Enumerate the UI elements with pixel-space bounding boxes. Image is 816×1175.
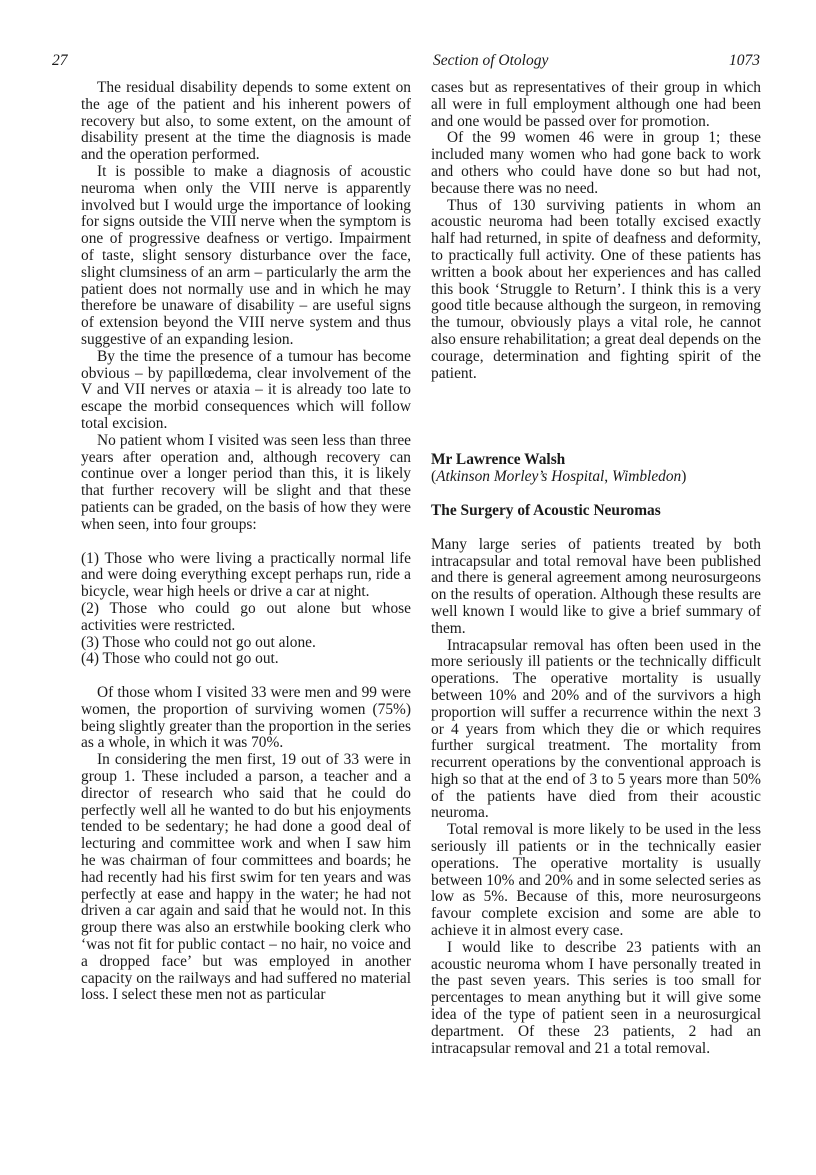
group-item-4: (4) Those who could not go out. — [81, 650, 279, 668]
paragraph: Intracapsular removal has often been used in the more seriously ill patients or the technically difficult operations. The operative mortality is usually between 10% and 20% and of the survivors a high proportion will suffer a recurrence within the next 3 or 4 years from which they die or which requires further surgical treatment. The mortality from recurrent operations by the conventional approach is high so that at the end of 3 to 5 years more than 50% of the patients have died from their acoustic neuroma. — [431, 636, 761, 822]
group-item-1: (1) Those who were living a practically normal life and were doing everything except perhaps run, ride a bicycle, wear high heels or drive a car at night. — [81, 549, 411, 601]
paragraph: Of those whom I visited 33 were men and 99 were women, the proportion of surviving women (75%) being slightly greater than the proportion in the series as a whole, in which it was 70%. — [81, 684, 411, 752]
separator: , — [604, 468, 612, 486]
paren-close: ) — [681, 468, 687, 486]
paragraph: No patient whom I visited was seen less than three years after operation and, although recovery can continue over a longer period than this, it is likely that further recovery will be slight and that these patients can be graded, on the basis of how they were when seen, into four groups: — [81, 431, 411, 533]
section-name: Section of Otology — [433, 52, 549, 69]
paren-open: ( — [431, 468, 437, 486]
right-column — [431, 80, 761, 1057]
spacer — [81, 668, 411, 685]
spacer — [431, 520, 761, 537]
spacer — [431, 382, 761, 452]
spacer — [81, 534, 411, 551]
group-list — [81, 551, 411, 669]
paragraph: In considering the men first, 19 out of 33 were in group 1. These included a parson, a teacher and a director of research who said that he could do perfectly well all he wanted to do but his enjoyments tended to be sedentary; he had done a good deal of lecturing and committee work and when I saw him he was chairman of four committees and boards; he had recently had his first swim for ten years and was perfectly at ease and happy in the water; he had not driven a car again and said that he would not. In this group there was also an erstwhile booking clerk who ‘was not fit for public contact – no hair, no voice and a dropped face’ but was employed in another capacity on the railways and had suffered no material loss. I select these men not as particular — [81, 751, 411, 1004]
paragraph: Total removal is more likely to be used in the less seriously ill patients or in the technically easier operations. The operative mortality is usually between 10% and 20% and in some selected series as low as 5%. Because of this, more neurosurgeons favour complete excision and some are able to achieve it in almost every case. — [431, 821, 761, 940]
paragraph: Many large series of patients treated by both intracapsular and total removal have been published and there is general agreement among neurosurgeons on the results of operation. Although these results are well known I would like to give a brief summary of them. — [431, 535, 761, 637]
author-affiliation — [431, 469, 761, 486]
paragraph: Of the 99 women 46 were in group 1; these included many women who had gone back to work and others who could have done so but had not, because there was no need. — [431, 129, 761, 197]
paragraph: It is possible to make a diagnosis of acoustic neuroma when only the VIII nerve is apparently involved but I would urge the importance of looking for signs outside the VIII nerve when the symptom is one of progressive deafness or vertigo. Impairment of taste, slight sensory disturbance over the face, slight clumsiness of an arm – particularly the arm the patient does not normally use and in which he may therefore be unaware of disability – are useful signs of extension beyond the VIII nerve system and thus suggestive of an expanding lesion. — [81, 162, 411, 348]
paragraph: cases but as representatives of their group in which all were in full employment although one had been and one would be passed over for promotion. — [431, 79, 761, 130]
place-name: Wimbledon — [612, 468, 682, 486]
paragraph: I would like to describe 23 patients with an acoustic neuroma whom I have personally treated in the past seven years. This series is too small for percentages to mean anything but it will give some idea of the type of patient seen in a neurosurgical department. Of these 23 patients, 2 had an intracapsular removal and 21 a total removal. — [431, 938, 761, 1057]
paragraph: Thus of 130 surviving patients in whom an acoustic neuroma had been totally excised exactly half had returned, in spite of deafness and deformity, to practically full activity. One of these patients has written a book about her experiences and has called this book ‘Struggle to Return’. I think this is a very good title because although the surgeon, in removing the tumour, obviously plays a vital role, he cannot also ensure rehabilitation; a great deal depends on the courage, determination and fighting spirit of the patient. — [431, 196, 761, 382]
left-column — [81, 80, 411, 1004]
section-title: The Surgery of Acoustic Neuromas — [431, 501, 661, 519]
author-name: Mr Lawrence Walsh — [431, 451, 566, 469]
spacer — [431, 486, 761, 503]
running-header — [0, 52, 816, 76]
group-item-3: (3) Those who could not go out alone. — [81, 633, 316, 651]
issue-number: 27 — [52, 52, 68, 69]
hospital-name: Atkinson Morley’s Hospital — [436, 468, 605, 486]
paragraph: The residual disability depends to some extent on the age of the patient and his inherent powers of recovery but also, to some extent, on the amount of disability present at the time the diagnosis is made and the operation performed. — [81, 79, 411, 164]
group-item-2: (2) Those who could go out alone but whose activities were restricted. — [81, 599, 411, 634]
paragraph: By the time the presence of a tumour has become obvious – by papillœdema, clear involvement of the V and VII nerves or ataxia – it is already too late to escape the morbid consequences which will follow total excision. — [81, 347, 411, 432]
page-number: 1073 — [729, 52, 760, 69]
